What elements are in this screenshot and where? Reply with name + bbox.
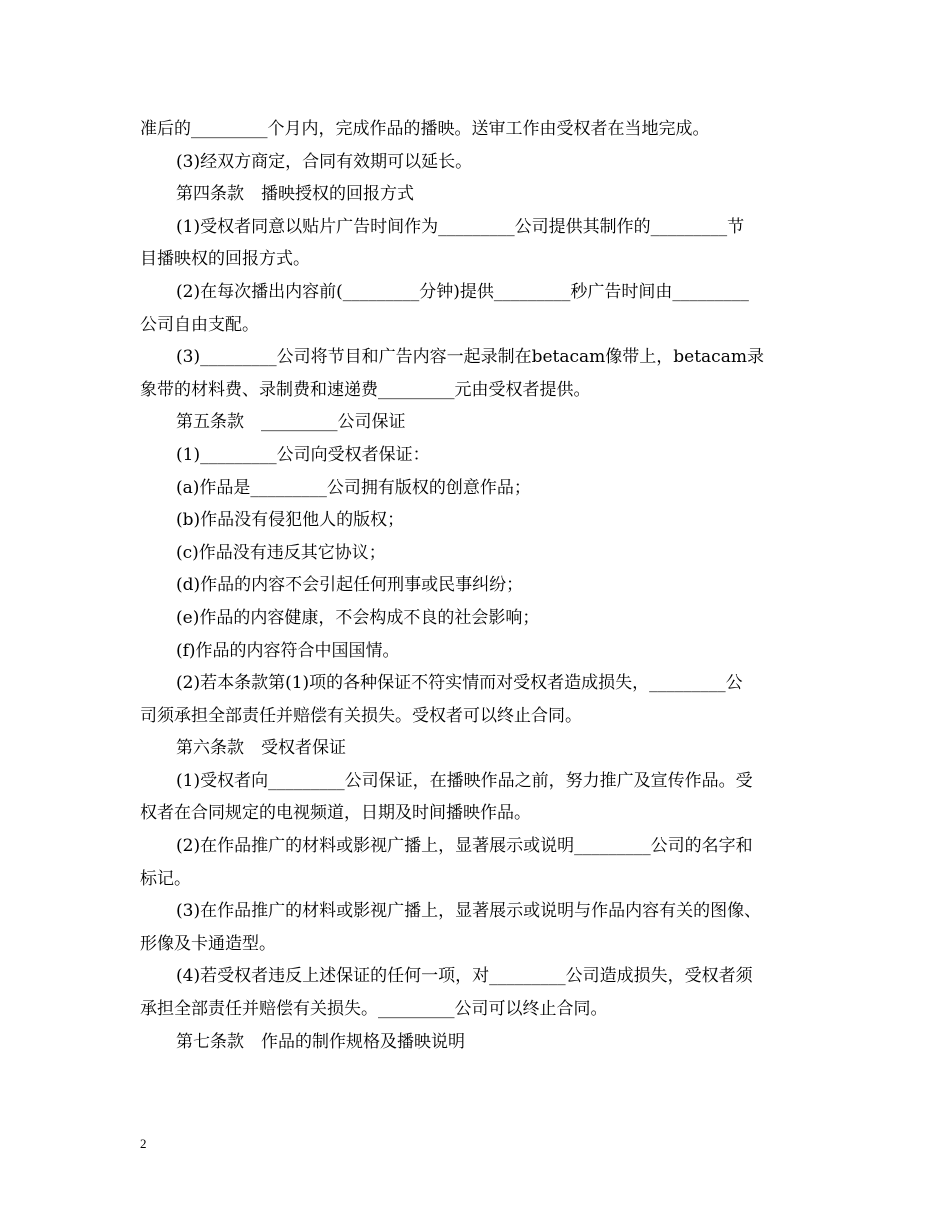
text-line: (2)在每次播出内容前(_________分钟)提供_________秒广告时间由_________ — [176, 281, 749, 302]
text-line: 准后的_________个月内，完成作品的播映。送审工作由受权者在当地完成。 — [140, 119, 710, 139]
text-line: 权者在合同规定的电视频道，日期及时间播映作品。 — [140, 803, 531, 824]
text-line: 第七条款 作品的制作规格及播映说明 — [176, 1031, 465, 1052]
text-line: 承担全部责任并赔偿有关损失。_________公司可以终止合同。 — [140, 999, 608, 1020]
text-line: (d)作品的内容不会引起任何刑事或民事纠纷； — [176, 575, 524, 596]
text-line: (f)作品的内容符合中国国情。 — [176, 640, 400, 661]
text-line: 第五条款 _________公司保证 — [176, 412, 406, 433]
text-line: 公司自由支配。 — [140, 314, 259, 335]
text-line: 目播映权的回报方式。 — [140, 249, 310, 270]
text-line: 第六条款 受权者保证 — [176, 738, 346, 759]
text-line: (1)_________公司向受权者保证： — [176, 444, 430, 465]
page-number: 2 — [140, 1136, 147, 1151]
text-line: (1)受权者向_________公司保证，在播映作品之前，努力推广及宣传作品。受 — [176, 770, 753, 791]
text-line: (2)若本条款第(1)项的各种保证不符实情而对受权者造成损失，_________公 — [176, 673, 743, 694]
text-line: (a)作品是_________公司拥有版权的创意作品； — [176, 477, 531, 498]
text-line: (1)受权者同意以贴片广告时间作为_________公司提供其制作的_________节 — [176, 216, 745, 237]
text-line: (3)经双方商定，合同有效期可以延长。 — [176, 151, 473, 172]
document-body — [140, 113, 814, 1058]
text-line: 司须承担全部责任并赔偿有关损失。受权者可以终止合同。 — [140, 705, 582, 726]
text-line: (b)作品没有侵犯他人的版权； — [176, 510, 405, 531]
text-line: (3)_________公司将节目和广告内容一起录制在betacam像带上，betacam录 — [176, 347, 764, 368]
text-line: 标记。 — [140, 868, 191, 889]
text-line: 象带的材料费、录制费和速递费_________元由受权者提供。 — [140, 379, 591, 400]
text-line: (3)在作品推广的材料或影视广播上，显著展示或说明与作品内容有关的图像、 — [176, 901, 762, 922]
text-line: (c)作品没有违反其它协议； — [176, 542, 386, 563]
text-line: (2)在作品推广的材料或影视广播上，显著展示或说明_________公司的名字和 — [176, 836, 753, 857]
text-line: (4)若受权者违反上述保证的任何一项，对_________公司造成损失，受权者须 — [176, 966, 753, 987]
text-line: 第四条款 播映授权的回报方式 — [176, 184, 414, 205]
text-line: (e)作品的内容健康，不会构成不良的社会影响； — [176, 607, 540, 628]
text-line: 形像及卡通造型。 — [140, 933, 276, 954]
